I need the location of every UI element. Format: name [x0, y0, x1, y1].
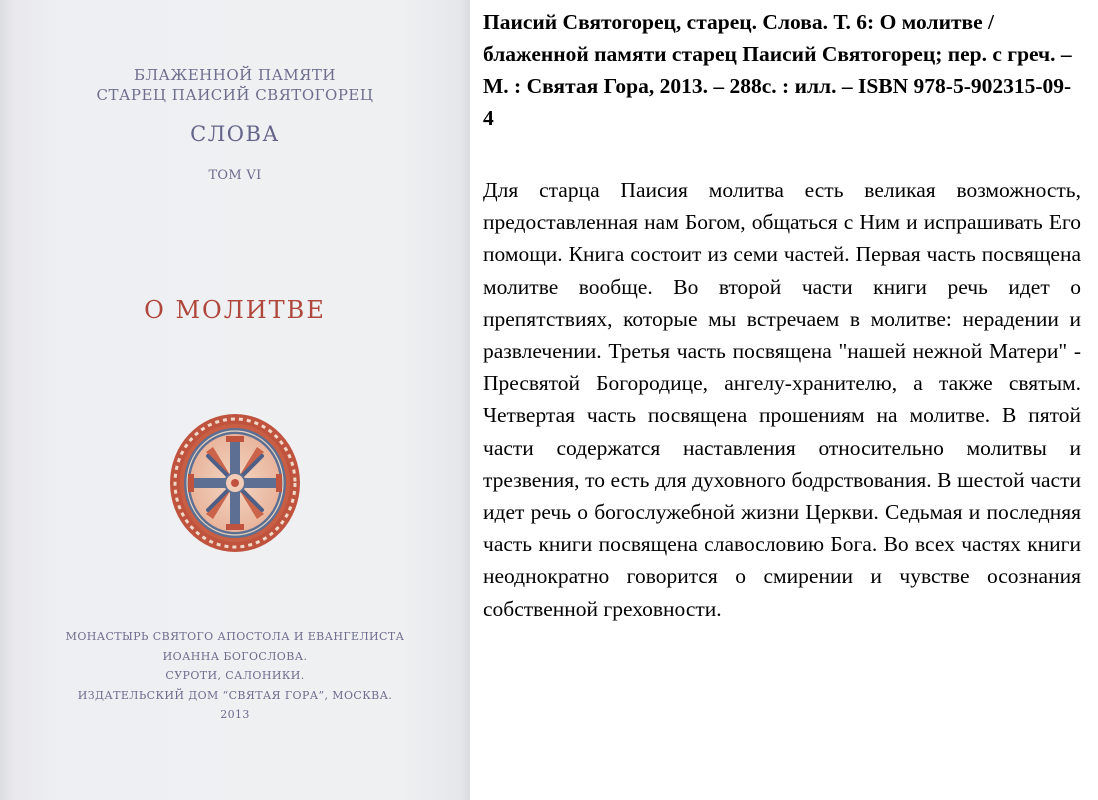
cover-publisher-line: СУРОТИ, САЛОНИКИ. [165, 669, 305, 682]
cover-volume: ТОМ VI [208, 168, 262, 183]
book-description [483, 6, 1081, 625]
cover-publisher-line: ИОАННА БОГОСЛОВА. [162, 650, 308, 663]
cover-publisher-line: ИЗДАТЕЛЬСКИЙ ДОМ “СВЯТАЯ ГОРА”, МОСКВА. [77, 689, 393, 702]
cover-book-title: О МОЛИТВЕ [144, 296, 326, 324]
cover-publisher-year: 2013 [220, 708, 250, 721]
cover-author-line-1: БЛАЖЕННОЙ ПАМЯТИ [133, 66, 336, 84]
cross-rosette-emblem-icon [168, 412, 302, 554]
cover-publisher-line: МОНАСТЫРЬ СВЯТОГО АПОСТОЛА И ЕВАНГЕЛИСТА [65, 630, 405, 643]
book-cover [0, 0, 470, 800]
cover-author-line-2: СТАРЕЦ ПАИСИЙ СВЯТОГОРЕЦ [96, 86, 374, 104]
book-annotation: Для старца Паисия молитва есть великая возможность, предоставленная нам Богом, общаться с Ним и испрашивать Его помощи. Книга состоит из семи частей. Первая часть посвящена молитве вообще. Во второй части книги речь идет о препятствиях, которые мы встречаем в молитве: нерадении и развлечении. Третья часть посвящена "нашей нежной Матери" - Пресвятой Богородице, ангелу-хранителю, а также святым. Четвертая часть посвящена прошениям на молитве. В пятой части содержатся наставления относительно молитвы и трезвения, то есть для духовного бодрствования. В шестой части идет речь о богослужебной жизни Церкви. Седьмая и последняя часть книги посвящена славословию Бога. Во всех частях книги неоднократно говорится о смирении и чувстве осознания собственной греховности. [483, 178, 1081, 621]
bibliographic-citation: Паисий Святогорец, старец. Слова. Т. 6: О молитве / блаженной памяти старец Паисий Святогорец; пер. с греч. – М. : Святая Гора, 2013. – 288с. : илл. – ISBN 978-5-902315-09-4 [483, 10, 1072, 130]
cover-series-title: СЛОВА [190, 122, 280, 146]
